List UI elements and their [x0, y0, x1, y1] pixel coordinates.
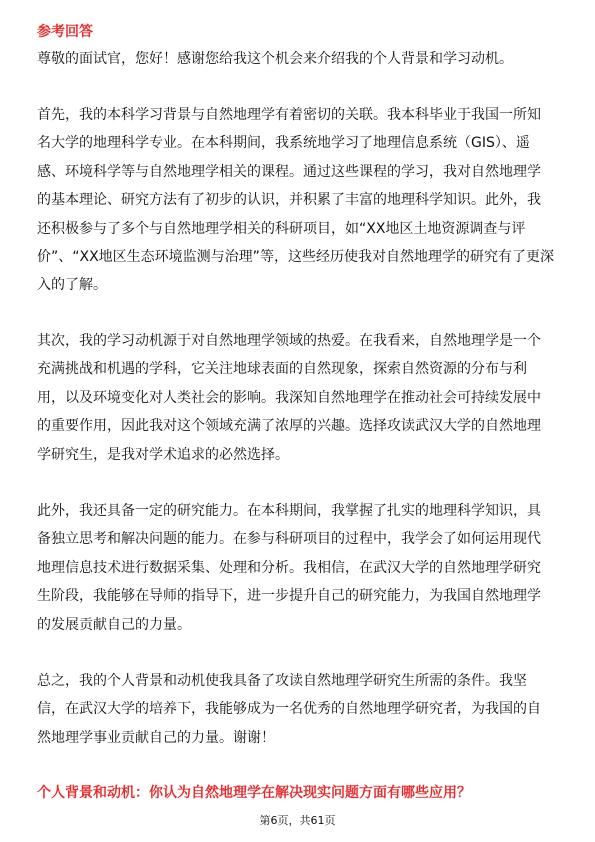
text-line: 信，在武汉大学的培养下，我能够成为一名优秀的自然地理学研究者，为我国的自	[37, 701, 541, 718]
text-line: 名大学的地理科学专业。在本科期间，我系统地学习了地理信息系统（GIS）、遥	[37, 135, 530, 152]
text-line: 总之，我的个人背景和动机使我具备了攻读自然地理学研究生所需的条件。我坚	[37, 673, 527, 689]
page-number-footer: 第6页，共61页	[259, 814, 336, 827]
paragraph-conclusion	[37, 667, 541, 752]
text-line: 价”、“XX地区生态环境监测与治理”等，这些经历使我对自然地理学的研究有了更深	[37, 248, 554, 265]
paragraph-motivation	[37, 327, 541, 469]
text-line: 生阶段，我能够在导师的指导下，进一步提升自己的研究能力，为我国自然地理学	[37, 588, 541, 605]
text-line: 的发展贡献自己的力量。	[37, 616, 191, 633]
text-line: 地理信息技术进行数据采集、处理和分析。我相信，在武汉大学的自然地理学研究	[37, 559, 541, 576]
greeting-paragraph	[37, 45, 513, 73]
text-line: 学研究生，是我对学术追求的必然选择。	[37, 446, 289, 463]
text-line: 然地理学事业贡献自己的力量。谢谢！	[37, 729, 275, 746]
paragraph-research-ability	[37, 497, 541, 639]
section-heading: 参考回答	[37, 24, 93, 40]
text-line: 充满挑战和机遇的学科，它关注地球表面的自然现象，探索自然资源的分布与利	[37, 361, 527, 378]
next-question-heading: 个人背景和动机：你认为自然地理学在解决现实问题方面有哪些应用？	[37, 785, 471, 801]
text-line: 用，以及环境变化对人类社会的影响。我深知自然地理学在推动社会可持续发展中	[37, 389, 541, 406]
paragraph-background	[37, 101, 554, 300]
text-line: 入的了解。	[37, 277, 107, 294]
text-line: 此外，我还具备一定的研究能力。在本科期间，我掌握了扎实的地理科学知识，具	[37, 503, 541, 519]
text-line: 还积极参与了多个与自然地理学相关的科研项目，如“XX地区土地资源调查与评	[37, 220, 526, 237]
text-line: 其次，我的学习动机源于对自然地理学领域的热爱。在我看来，自然地理学是一个	[37, 333, 541, 349]
text-line: 备独立思考和解决问题的能力。在参与科研项目的过程中，我学会了如何运用现代	[37, 531, 541, 548]
text-line: 首先，我的本科学习背景与自然地理学有着密切的关联。我本科毕业于我国一所知	[37, 107, 541, 123]
text-line: 感、环境科学等与自然地理学相关的课程。通过这些课程的学习，我对自然地理学	[37, 163, 541, 180]
text-line: 的基本理论、研究方法有了初步的认识，并积累了丰富的地理科学知识。此外，我	[37, 192, 541, 209]
text-line: 尊敬的面试官，您好！感谢您给我这个机会来介绍我的个人背景和学习动机。	[37, 51, 513, 67]
text-line: 的重要作用，因此我对这个领域充满了浓厚的兴趣。选择攻读武汉大学的自然地理	[37, 418, 541, 435]
